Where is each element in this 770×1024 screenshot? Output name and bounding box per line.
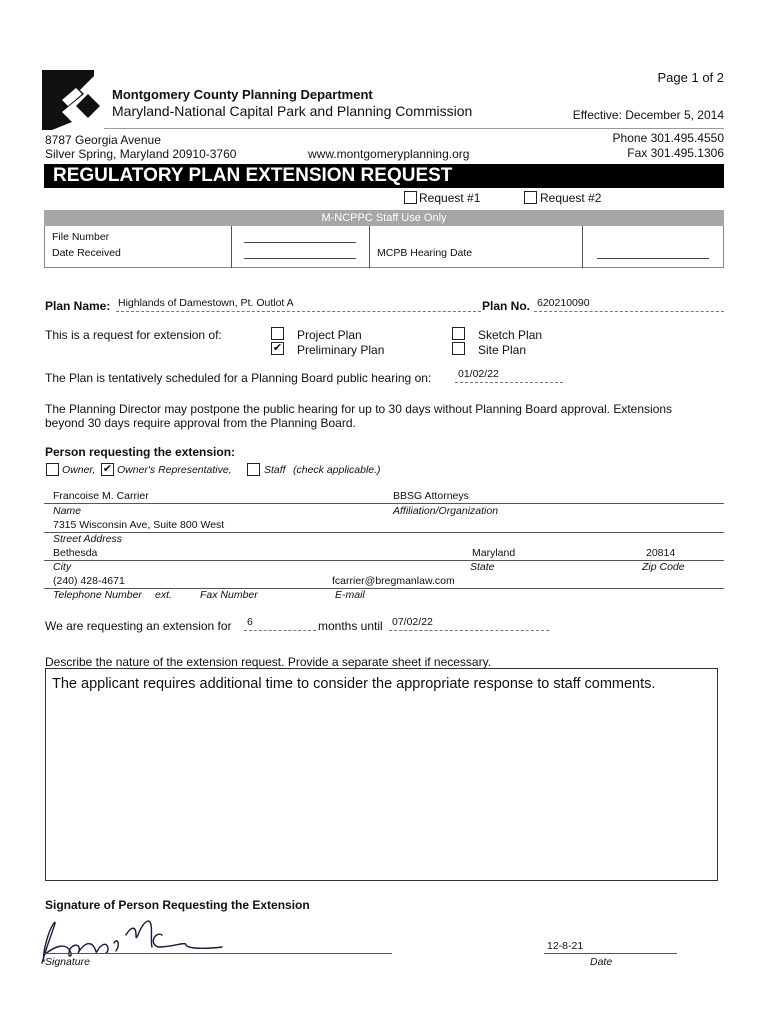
extension-mid: months until — [318, 619, 383, 633]
ext-field-label: ext. — [155, 589, 172, 601]
tel-field-label: Telephone Number — [53, 589, 142, 601]
mcpd-logo — [42, 70, 102, 130]
plan-name-value[interactable]: Highlands of Damestown, Pt. Outlot A — [118, 297, 294, 309]
address-line2: Silver Spring, Maryland 20910-3760 — [45, 147, 237, 161]
extension-prefix: We are requesting an extension for — [45, 619, 232, 633]
staff-use-bar: M-NCPPC Staff Use Only — [44, 210, 724, 226]
request-1-label: Request #1 — [419, 191, 481, 205]
state-field-label: State — [470, 561, 495, 573]
plan-no-value[interactable]: 620210090 — [537, 297, 590, 309]
hearing-date-value[interactable]: 01/02/22 — [458, 368, 499, 380]
city-value[interactable]: Bethesda — [53, 547, 98, 559]
check-applicable-note: (check applicable.) — [293, 464, 381, 476]
zip-value[interactable]: 20814 — [646, 547, 676, 559]
website: www.montgomeryplanning.org — [308, 147, 470, 161]
site-plan-label: Site Plan — [478, 343, 527, 357]
signature-date-value[interactable]: 12-8-21 — [547, 940, 584, 952]
fax-field-label: Fax Number — [200, 589, 258, 601]
director-note-line2: beyond 30 days require approval from the Planning Board. — [45, 416, 356, 430]
date-received-label: Date Received — [52, 247, 121, 259]
fax: Fax 301.495.1306 — [627, 146, 724, 160]
owners-rep-label: Owner's Representative, — [117, 464, 232, 476]
street-value[interactable]: 7315 Wisconsin Ave, Suite 800 West — [53, 519, 225, 531]
name-field-label: Name — [53, 505, 82, 517]
phone: Phone 301.495.4550 — [612, 131, 724, 145]
sketch-plan-label: Sketch Plan — [478, 328, 543, 342]
description-box[interactable] — [45, 668, 718, 881]
director-note-line1: The Planning Director may postpone the public hearing for up to 30 days without Planning Board approval. Extensions — [45, 402, 673, 416]
staff-label: Staff — [264, 464, 286, 476]
project-plan-label: Project Plan — [297, 328, 362, 342]
department-name: Montgomery County Planning Department — [112, 87, 373, 102]
until-date-value[interactable]: 07/02/22 — [392, 616, 433, 628]
site-plan-checkbox[interactable] — [452, 342, 465, 355]
date-field-label: Date — [590, 956, 613, 968]
request-2-label: Request #2 — [540, 191, 602, 205]
email-value[interactable]: fcarrier@bregmanlaw.com — [332, 575, 455, 587]
org-field-label: Affiliation/Organization — [393, 505, 499, 517]
organization-value[interactable]: BBSG Attorneys — [393, 490, 469, 502]
hearing-date-label: MCPB Hearing Date — [377, 247, 473, 259]
owners-rep-checkbox[interactable] — [101, 463, 114, 476]
page-number: Page 1 of 2 — [657, 70, 724, 85]
owner-label: Owner, — [62, 464, 96, 476]
staff-checkbox[interactable] — [247, 463, 260, 476]
state-value[interactable]: Maryland — [472, 547, 516, 559]
file-number-label: File Number — [52, 231, 110, 243]
street-field-label: Street Address — [53, 533, 123, 545]
description-text[interactable]: The applicant requires additional time to consider the appropriate response to staff comments. — [52, 676, 656, 692]
effective-date: Effective: December 5, 2014 — [572, 108, 724, 122]
form-title: REGULATORY PLAN EXTENSION REQUEST — [44, 164, 724, 188]
zip-field-label: Zip Code — [642, 561, 685, 573]
commission-name: Maryland-National Capital Park and Planning Commission — [112, 103, 473, 119]
request-2-checkbox[interactable] — [524, 191, 537, 204]
phone-value[interactable]: (240) 428-4671 — [53, 575, 125, 587]
address-line1: 8787 Georgia Avenue — [45, 133, 161, 147]
preliminary-plan-label: Preliminary Plan — [297, 343, 385, 357]
hearing-label: The Plan is tentatively scheduled for a Planning Board public hearing on: — [45, 371, 432, 385]
months-value[interactable]: 6 — [247, 616, 253, 628]
person-heading: Person requesting the extension: — [45, 445, 236, 459]
preliminary-plan-checkbox[interactable] — [271, 342, 284, 355]
plan-name-label: Plan Name: — [45, 299, 111, 313]
extension-type-label: This is a request for extension of: — [45, 328, 222, 342]
project-plan-checkbox[interactable] — [271, 327, 284, 340]
email-field-label: E-mail — [335, 589, 365, 601]
signature-heading: Signature of Person Requesting the Extension — [45, 898, 310, 912]
signature-field-label: Signature — [45, 956, 90, 968]
requester-name-value[interactable]: Francoise M. Carrier — [53, 490, 149, 502]
plan-no-label: Plan No. — [482, 299, 531, 313]
request-1-checkbox[interactable] — [404, 191, 417, 204]
describe-label: Describe the nature of the extension request. Provide a separate sheet if necessary. — [45, 655, 492, 669]
owner-checkbox[interactable] — [46, 463, 59, 476]
sketch-plan-checkbox[interactable] — [452, 327, 465, 340]
city-field-label: City — [53, 561, 72, 573]
